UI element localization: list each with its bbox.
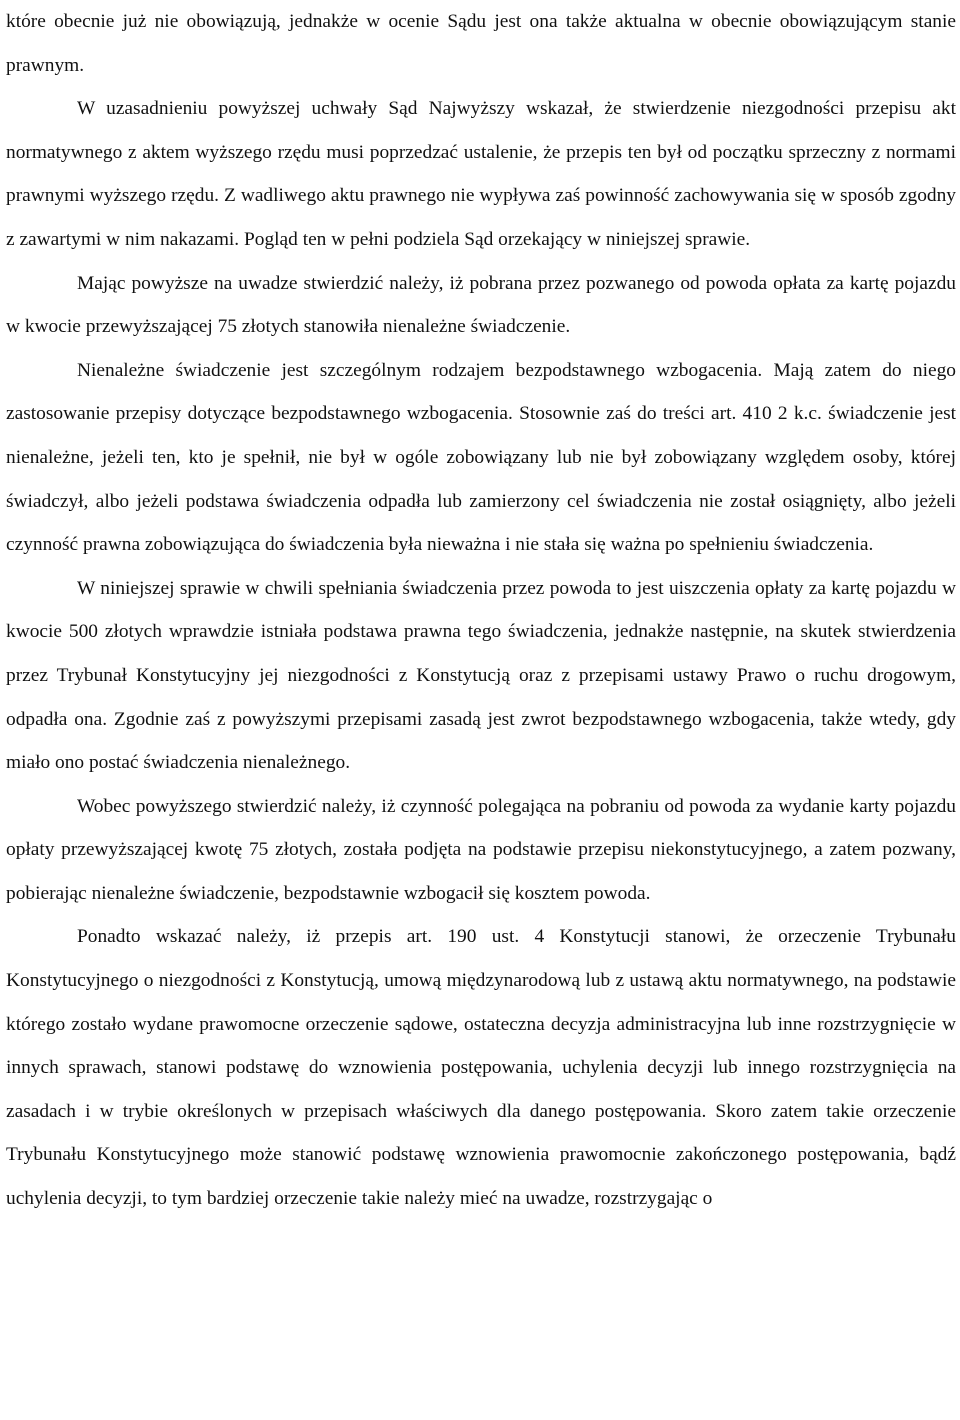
document-page <box>6 0 956 1221</box>
paragraph-4: Nienależne świadczenie jest szczególnym rodzajem bezpodstawnego wzbogacenia. Mają zatem do niego zastosowanie przepisy dotyczące bezpodstawnego wzbogacenia. Stosownie zaś do treści art. 410 2 k.c. świadczenie jest nienależne, jeżeli ten, kto je spełnił, nie był w ogóle zobowiązany lub nie był zobowiązany względem osoby, której świadczył, albo jeżeli podstawa świadczenia odpadła lub zamierzony cel świadczenia nie został osiągnięty, albo jeżeli czynność prawna zobowiązująca do świadczenia była nieważna i nie stała się ważna po spełnieniu świadczenia. <box>6 359 956 556</box>
paragraph-7: Ponadto wskazać należy, iż przepis art. 190 ust. 4 Konstytucji stanowi, że orzeczenie Trybunału Konstytucyjnego o niezgodności z Konstytucją, umową międzynarodową lub z ustawą aktu normatywnego, na podstawie którego zostało wydane prawomocne orzeczenie sądowe, ostateczna decyzja administracyjna lub inne rozstrzygnięcie w innych sprawach, stanowi podstawę do wznowienia postępowania, uchylenia decyzji lub innego rozstrzygnięcia na zasadach i w trybie określonych w przepisach właściwych dla danego postępowania. Skoro zatem takie orzeczenie Trybunału Konstytucyjnego może stanowić podstawę wznowienia prawomocnie zakończonego postępowania, bądź uchylenia decyzji, to tym bardziej orzeczenie takie należy mieć na uwadze, rozstrzygając o <box>6 926 956 1210</box>
paragraph-1: które obecnie już nie obowiązują, jednakże w ocenie Sądu jest ona także aktualna w obecnie obowiązującym stanie prawnym. <box>6 11 956 76</box>
paragraph-5: W niniejszej sprawie w chwili spełniania świadczenia przez powoda to jest uiszczenia opłaty za kartę pojazdu w kwocie 500 złotych wprawdzie istniała podstawa prawna tego świadczenia, jednakże następnie, na skutek stwierdzenia przez Trybunał Konstytucyjny jej niezgodności z Konstytucją oraz z przepisami ustawy Prawo o ruchu drogowym, odpadła ona. Zgodnie zaś z powyższymi przepisami zasadą jest zwrot bezpodstawnego wzbogacenia, także wtedy, gdy miało ono postać świadczenia nienależnego. <box>6 577 956 774</box>
paragraph-6: Wobec powyższego stwierdzić należy, iż czynność polegająca na pobraniu od powoda za wydanie karty pojazdu opłaty przewyższającej kwotę 75 złotych, została podjęta na podstawie przepisu niekonstytucyjnego, a zatem pozwany, pobierając nienależne świadczenie, bezpodstawnie wzbogacił się kosztem powoda. <box>6 795 956 904</box>
paragraph-2: W uzasadnieniu powyższej uchwały Sąd Najwyższy wskazał, że stwierdzenie niezgodności przepisu akt normatywnego z aktem wyższego rzędu musi poprzedzać ustalenie, że przepis ten był od początku sprzeczny z normami prawnymi wyższego rzędu. Z wadliwego aktu prawnego nie wypływa zaś powinność zachowywania się w sposób zgodny z zawartymi w nim nakazami. Pogląd ten w pełni podziela Sąd orzekający w niniejszej sprawie. <box>6 98 956 250</box>
paragraph-3: Mając powyższe na uwadze stwierdzić należy, iż pobrana przez pozwanego od powoda opłata za kartę pojazdu w kwocie przewyższającej 75 złotych stanowiła nienależne świadczenie. <box>6 272 956 338</box>
